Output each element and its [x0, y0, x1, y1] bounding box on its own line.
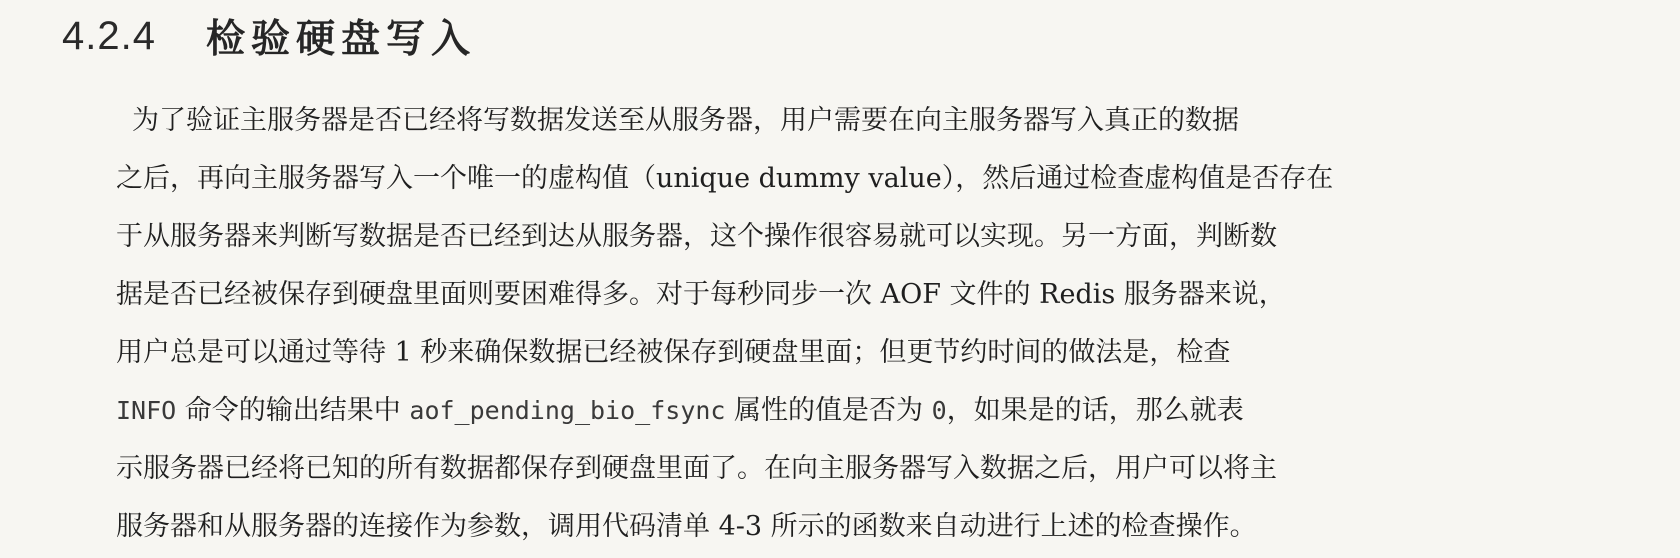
- section-number: 4.2.4: [62, 13, 156, 58]
- paragraph-line-2: 之后，再向主服务器写入一个唯一的虚构值（unique dummy value），然后通过检查虚构值是否存在: [116, 163, 1334, 194]
- paragraph-line-3: 于从服务器来判断写数据是否已经到达从服务器，这个操作很容易就可以实现。另一方面，判断数: [116, 221, 1277, 252]
- paragraph-line-6-text-b: 属性的值是否为: [725, 395, 932, 426]
- paragraph-line-5: 用户总是可以通过等待 1 秒来确保数据已经被保存到硬盘里面；但更节约时间的做法是，检查: [116, 337, 1231, 368]
- paragraph-line-6: [116, 382, 1676, 440]
- paragraph-line-6-text-a: 命令的输出结果中: [176, 395, 410, 426]
- paragraph-line-4: 据是否已经被保存到硬盘里面则要困难得多。对于每秒同步一次 AOF 文件的 Redis 服务器来说，: [116, 279, 1286, 310]
- code-info-command: INFO: [116, 396, 177, 425]
- section-title: 检验硬盘写入: [205, 17, 476, 62]
- paragraph-line-7: 示服务器已经将已知的所有数据都保存到硬盘里面了。在向主服务器写入数据之后，用户可以将主: [116, 453, 1277, 484]
- paragraph-line-1: 为了验证主服务器是否已经将写数据发送至从服务器，用户需要在向主服务器写入真正的数据: [132, 105, 1239, 136]
- section-heading: [62, 6, 476, 66]
- body-paragraph: [116, 92, 1676, 556]
- paragraph-line-6-text-c: ，如果是的话，那么就表: [946, 395, 1244, 426]
- code-aof-attribute: aof_pending_bio_fsync: [409, 396, 726, 425]
- code-zero-value: 0: [931, 396, 947, 425]
- paragraph-line-8: 服务器和从服务器的连接作为参数，调用代码清单 4-3 所示的函数来自动进行上述的检查操作。: [116, 511, 1257, 542]
